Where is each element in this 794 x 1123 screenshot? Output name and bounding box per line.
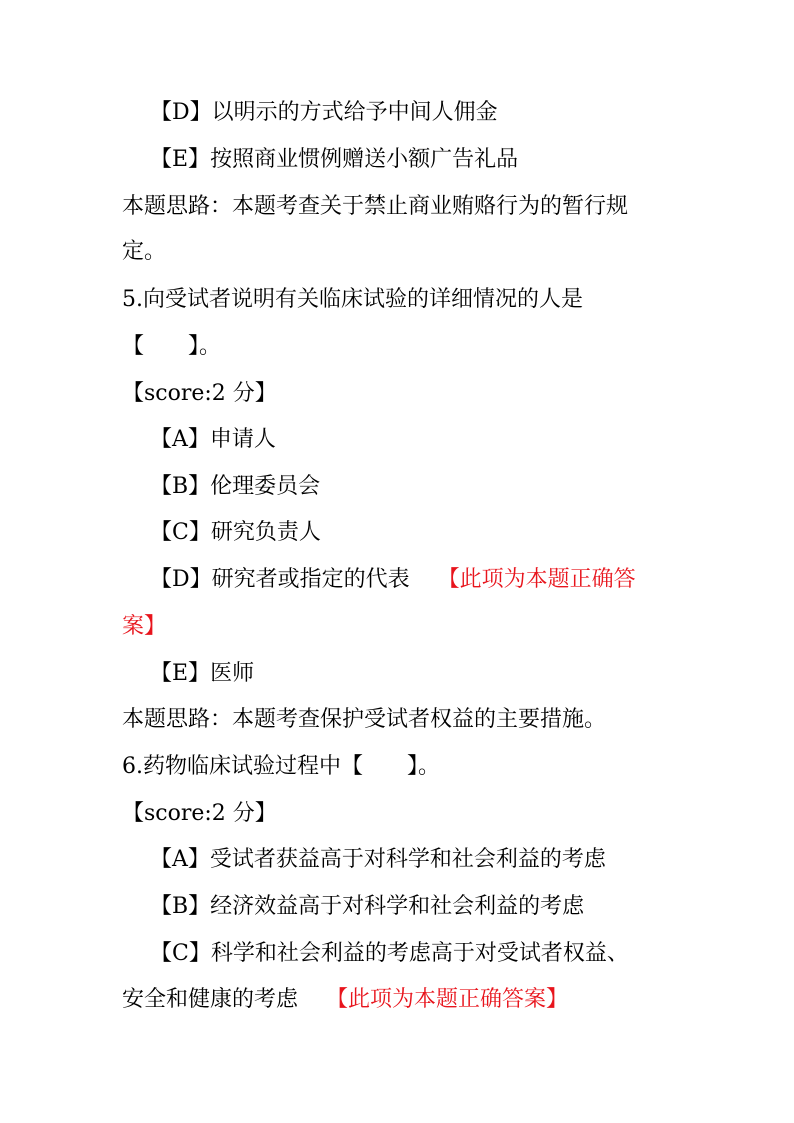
option-text: 以明示的方式给予中间人佣金 (211, 100, 498, 125)
q5-option-d (150, 565, 710, 595)
option-d-prev (150, 98, 710, 128)
option-text: 申请人 (209, 427, 276, 452)
option-label: 【E】 (150, 147, 211, 172)
option-text: 研究负责人 (210, 520, 321, 545)
q5-option-e (150, 659, 710, 689)
q5-option-b (150, 472, 710, 502)
correct-answer-mark: 【此项为本题正确答 (437, 567, 636, 592)
option-label: 【D】 (150, 100, 212, 125)
option-text: 科学和社会利益的考虑高于对受试者权益、 (210, 941, 629, 966)
question-6-score: 【score:2 分】 (122, 801, 277, 826)
q6-option-c-continued (122, 985, 682, 1015)
option-label: 【E】 (150, 661, 211, 686)
option-text: 医师 (210, 661, 255, 686)
q6-option-a (150, 845, 710, 875)
option-label: 【C】 (150, 941, 211, 966)
q5-option-c (150, 518, 710, 548)
option-label: 【A】 (150, 427, 210, 452)
analysis-prev-line2: 定。 (122, 239, 167, 264)
option-label: 【B】 (150, 474, 211, 499)
question-5-stem: 5.向受试者说明有关临床试验的详细情况的人是 (122, 287, 583, 312)
option-text: 按照商业惯例赠送小额广告礼品 (210, 147, 519, 172)
option-label: 【B】 (150, 894, 211, 919)
analysis-prev-line1: 本题思路：本题考查关于禁止商业贿赂行为的暂行规 (122, 194, 629, 219)
option-e-prev (150, 145, 710, 175)
question-5-score: 【score:2 分】 (122, 381, 277, 406)
correct-answer-mark-continued: 案】 (122, 614, 167, 639)
option-text: 安全和健康的考虑 (122, 987, 299, 1012)
question-6-stem: 6.药物临床试验过程中【 】。 (122, 754, 440, 779)
option-label: 【D】 (150, 567, 212, 592)
question-5-analysis: 本题思路：本题考查保护受试者权益的主要措施。 (122, 707, 607, 732)
option-text: 伦理委员会 (210, 474, 321, 499)
option-label: 【A】 (150, 847, 210, 872)
q6-option-c (150, 939, 710, 969)
correct-answer-mark: 【此项为本题正确答案】 (326, 987, 569, 1012)
option-text: 经济效益高于对科学和社会利益的考虑 (210, 894, 585, 919)
q5-option-a (150, 425, 710, 455)
option-text: 研究者或指定的代表 (211, 567, 410, 592)
option-label: 【C】 (150, 520, 211, 545)
option-text: 受试者获益高于对科学和社会利益的考虑 (209, 847, 606, 872)
question-5-stem-blank: 【 】。 (122, 334, 222, 359)
q6-option-b (150, 892, 710, 922)
